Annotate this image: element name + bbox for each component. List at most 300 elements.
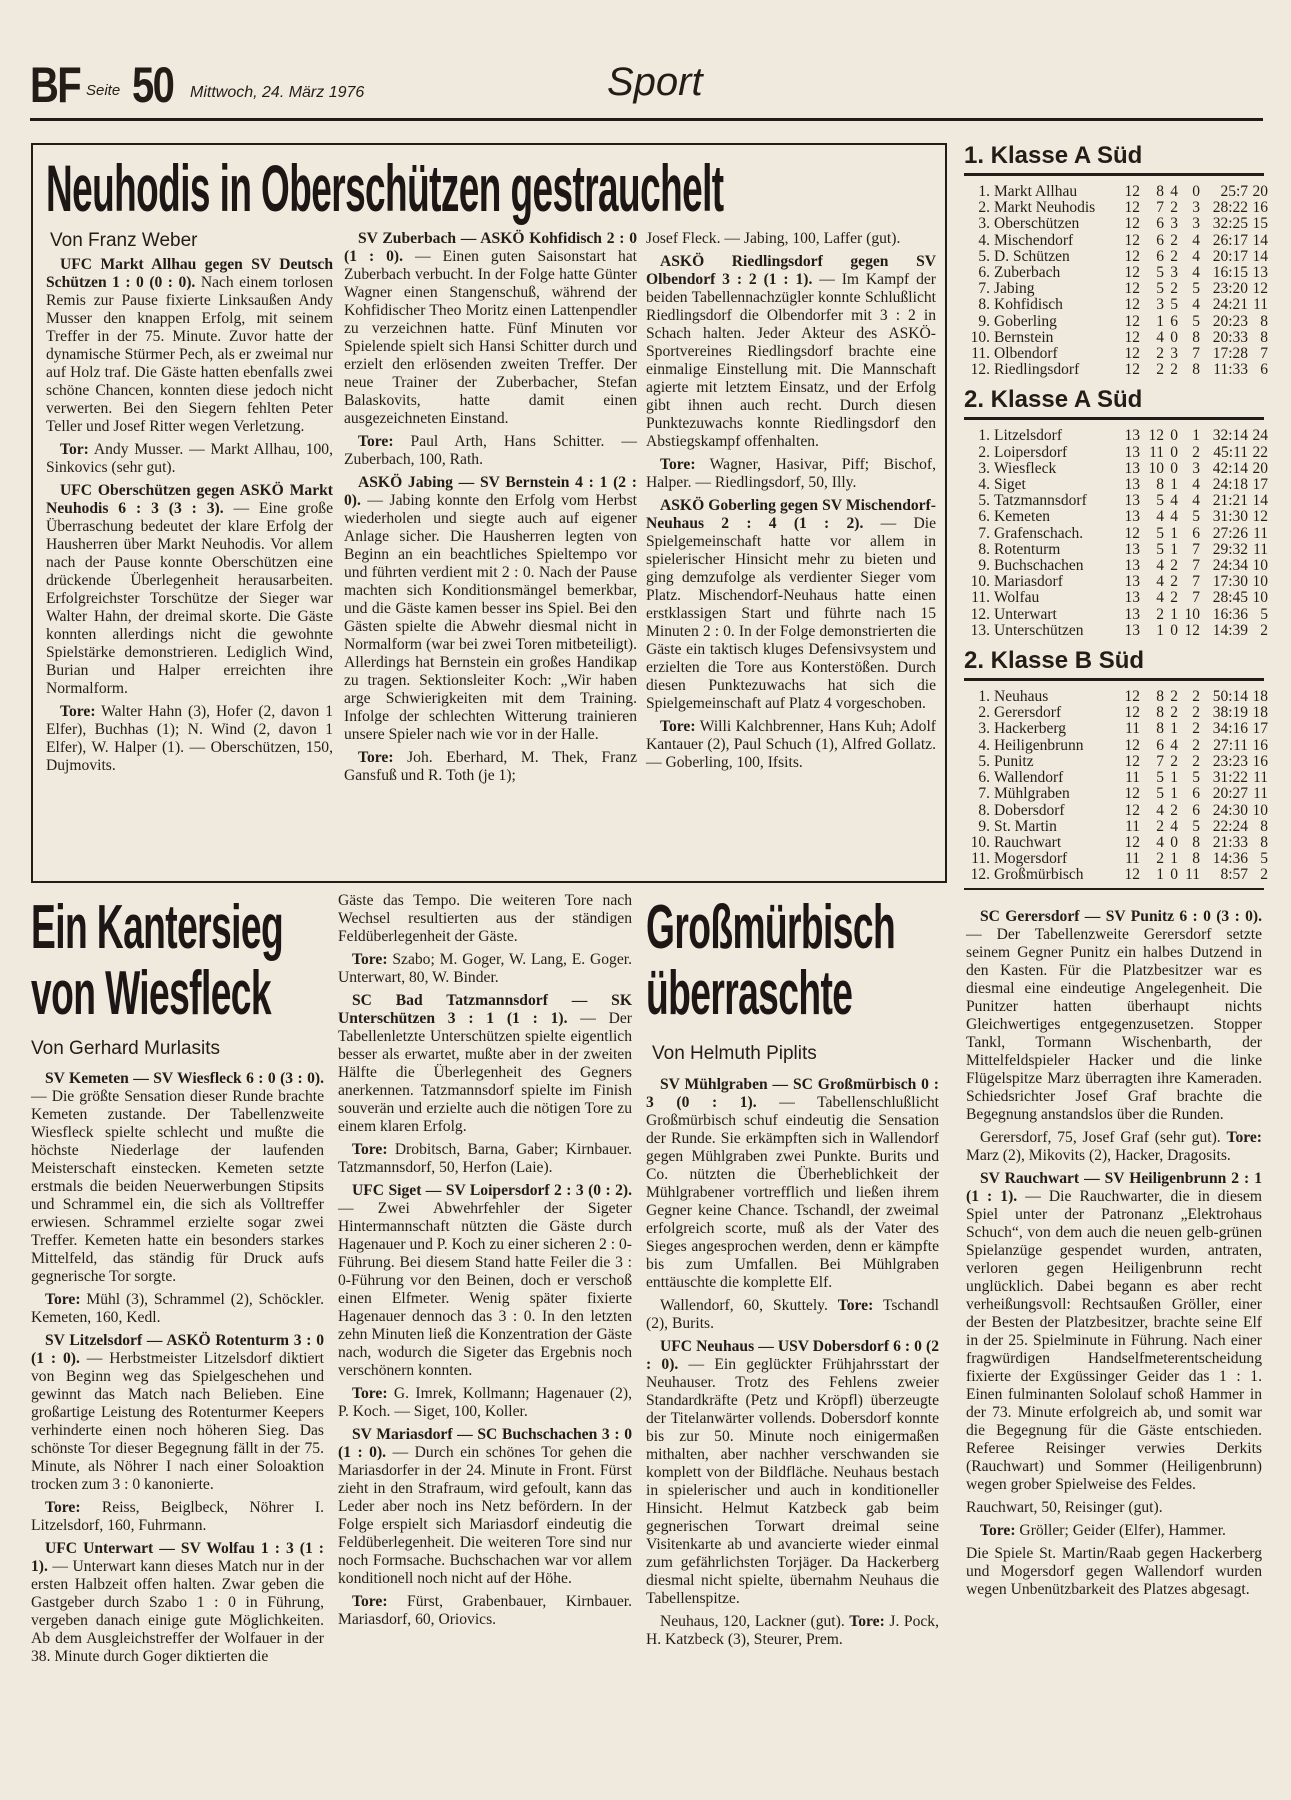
- team-name: D. Schützen: [994, 247, 1070, 265]
- standings-row: [964, 492, 1268, 510]
- standings-row: [964, 476, 1268, 494]
- goals-cell: 42:14: [1212, 459, 1248, 477]
- standings-row: [964, 247, 1268, 265]
- points-cell: 10: [1252, 573, 1268, 591]
- points-cell: 11: [1253, 540, 1268, 558]
- points-cell: 22: [1252, 443, 1268, 461]
- wiesfleck-column-1: [31, 1070, 324, 1671]
- standings-row: [964, 833, 1268, 851]
- draws-cell: 2: [1170, 704, 1178, 722]
- goals-cell: 28:45: [1212, 589, 1248, 607]
- team-name: Kemeten: [994, 508, 1050, 526]
- paragraph-text: Marz (2), Mikovits (2), Hacker, Dragosits.: [966, 1147, 1231, 1164]
- draws-cell: 0: [1170, 621, 1178, 639]
- standings-row: [964, 264, 1268, 282]
- standings-row: [964, 769, 1268, 787]
- match-heading: SV Mühlgraben — SC Großmürbisch 0 : 3 (0 : 1).: [646, 1076, 939, 1111]
- paragraph-text: — Einen guten Saisonstart hat Zuberbach verbucht. In der Folge hatte Günter Wagner einen Stangenschuß, während der Kohfidischer Theo Moritz einen Lattenpendler zu verzeichnen hatte. Fünf Minuten vor Spielende spielt sich Hansi Schitter durch und erzielt den erlösenden zweiten Treffer. Der neue Trainer der Zuberbacher, Stefan Balaskovits, hatte damit einen ausgezeichneten Einstand.: [344, 248, 638, 427]
- losses-cell: 4: [1192, 247, 1200, 265]
- paragraph-text: Reiss, Beiglbeck, Nöhrer I. Litzelsdorf, 160, Fuhrmann.: [31, 1499, 324, 1534]
- points-cell: 14: [1252, 492, 1268, 510]
- team-name: Mariasdorf: [994, 573, 1063, 591]
- goals-cell: 20:23: [1212, 312, 1248, 330]
- points-cell: 6: [1260, 361, 1268, 379]
- standings-title: 1. Klasse A Süd: [964, 142, 1264, 176]
- paragraph-text: Mühl (3), Schrammel (2), Schöckler. Kemeten, 160, Kedl.: [31, 1291, 324, 1326]
- draws-cell: 2: [1170, 361, 1178, 379]
- goals-cell: 21:33: [1212, 833, 1248, 851]
- team-name: Siget: [994, 476, 1026, 494]
- article-paragraph: [966, 1170, 1262, 1494]
- draws-cell: 3: [1170, 264, 1178, 282]
- match-heading: SV Mariasdorf — SC Buchschachen 3 : 0 (1 : 0).: [338, 1426, 632, 1461]
- rank: 12.: [970, 605, 990, 623]
- grossmuerbisch-headline-line-1: Großmürbisch: [646, 893, 896, 962]
- draws-cell: 2: [1170, 199, 1178, 217]
- paragraph-text: Josef Fleck. — Jabing, 100, Laffer (gut).: [646, 230, 901, 247]
- team-name: Rotenturm: [994, 540, 1061, 558]
- losses-cell: 2: [1192, 720, 1200, 738]
- match-heading: Tore:: [352, 951, 388, 968]
- rank: 9.: [978, 312, 990, 330]
- rank: 5.: [978, 752, 990, 770]
- page-label: Seite: [86, 82, 121, 99]
- article-paragraph: [338, 1426, 632, 1588]
- match-heading: SC Bad Tatzmannsdorf — SK Unterschützen 3 : 1 (1 : 1).: [338, 992, 632, 1027]
- points-cell: 13: [1252, 264, 1268, 282]
- points-cell: 10: [1252, 801, 1268, 819]
- wins-cell: 6: [1156, 231, 1164, 249]
- draws-cell: 2: [1170, 557, 1178, 575]
- article-paragraph: [31, 1070, 324, 1286]
- wins-cell: 2: [1156, 605, 1164, 623]
- wins-cell: 6: [1156, 736, 1164, 754]
- article-paragraph: [344, 230, 637, 428]
- draws-cell: 1: [1170, 540, 1178, 558]
- standings-row: [964, 736, 1268, 754]
- rank: 8.: [978, 296, 990, 314]
- losses-cell: 7: [1192, 557, 1200, 575]
- team-cell: [968, 493, 1118, 509]
- goals-cell: 31:30: [1212, 508, 1248, 526]
- match-heading: Tore:: [660, 456, 696, 473]
- goals-cell: 45:11: [1213, 443, 1248, 461]
- paragraph-text: Neuhaus, 120, Lackner (gut).: [660, 1613, 850, 1630]
- standings-row: [964, 621, 1268, 639]
- wins-cell: 10: [1148, 459, 1164, 477]
- losses-cell: 5: [1192, 508, 1200, 526]
- paragraph-text: Joh. Eberhard, M. Thek, Franz Gansfuß und R. Toth (je 1);: [344, 749, 637, 784]
- goals-cell: 23:20: [1212, 280, 1248, 298]
- team-name: Großmürbisch: [994, 866, 1084, 884]
- points-cell: 11: [1253, 785, 1268, 803]
- games-cell: 12: [1124, 231, 1140, 249]
- wins-cell: 5: [1156, 769, 1164, 787]
- losses-cell: 2: [1192, 752, 1200, 770]
- standings-row: [964, 443, 1268, 461]
- games-cell: 13: [1124, 492, 1140, 510]
- losses-cell: 4: [1192, 492, 1200, 510]
- losses-cell: 2: [1192, 704, 1200, 722]
- paragraph-text: Andy Musser. — Markt Allhau, 100, Sinkovics (sehr gut).: [46, 441, 333, 476]
- points-cell: 15: [1252, 215, 1268, 233]
- team-name: Markt Allhau: [994, 183, 1078, 200]
- wins-cell: 8: [1156, 704, 1164, 722]
- paragraph-text: Walter Hahn (3), Hofer (2, davon 1 Elfer), Buchhas (1); N. Wind (2, davon 1 Elfer), W. Halper (1). — Oberschützen, 150, Dujmovits.: [46, 703, 333, 774]
- points-cell: 5: [1260, 605, 1268, 623]
- team-cell: [968, 265, 1118, 281]
- games-cell: 12: [1124, 312, 1140, 330]
- games-cell: 12: [1124, 688, 1140, 706]
- draws-cell: 2: [1170, 573, 1178, 591]
- rank: 11.: [971, 850, 990, 868]
- points-cell: 16: [1252, 752, 1268, 770]
- standings-panel: [964, 142, 1268, 892]
- draws-cell: 1: [1170, 769, 1178, 787]
- match-heading: SV Rauchwart — SV Heiligenbrunn 2 : 1 (1 : 1).: [966, 1170, 1262, 1205]
- paragraph-text: — Durch ein schönes Tor gehen die Mariasdorfer in der 24. Minute in Front. Fürst zieht in den Strafraum, wird gefoult, kann das Leder aber noch ins Netz befördern. In der Folge erspielt sich Mariasdorf eindeutig die Feldüberlegenheit. Die weiteren Tore sind nur noch Formsache. Buchschachen war vor allem konditionell noch nicht auf der Höhe.: [338, 1444, 632, 1587]
- paragraph-text: Tschandl (2), Burits.: [646, 1297, 939, 1332]
- wins-cell: 8: [1156, 720, 1164, 738]
- standings-row: [964, 231, 1268, 249]
- team-name: Loipersdorf: [994, 443, 1068, 461]
- team-cell: [968, 297, 1118, 313]
- rank: 4.: [978, 736, 990, 754]
- rank: 9.: [978, 817, 990, 835]
- team-cell: [968, 835, 1118, 851]
- draws-cell: 5: [1170, 296, 1178, 314]
- paragraph-text: Fürst, Grabenbauer, Kirnbauer. Mariasdorf, 60, Oriovics.: [338, 1593, 632, 1628]
- match-heading: Tore:: [60, 703, 96, 720]
- team-cell: [968, 786, 1118, 802]
- draws-cell: 1: [1170, 785, 1178, 803]
- article-paragraph: [646, 230, 936, 248]
- goals-cell: 32:25: [1212, 215, 1248, 233]
- standings-row: [964, 459, 1268, 477]
- goals-cell: 20:33: [1212, 328, 1248, 346]
- team-name: Zuberbach: [994, 264, 1061, 282]
- losses-cell: 12: [1184, 621, 1200, 639]
- paragraph-text: — Die Rauchwarter, die in diesem Spiel unter der Patronanz „Elektrohaus Schuch“, von dem auch die neuen gelb-grünen Spielanzüge gespendet wurden, antraten, verloren gegen Heiligenbrunn recht unglücklich. Dabei begann es aber recht verheißungsvoll: Rechtsaußen Gröller, einer der Besten der Platzbesitzer, brachte seine Elf in der 25. Spielminute in Führung. Nach einer fragwürdigen Handselfmeterentscheidung fixierte der Exgüssinger Geider das 1 : 1. Einen fulminanten Sololauf schoß Hammer in der 73. Minute erfolgreich ab, und somit war die Begegnung für die Gäste entschieden. Referee Reisinger verwies Derkits (Rauchwart) und Sommer (Heiligenbrunn) wegen grober Spielweise des Feldes.: [966, 1188, 1262, 1493]
- paragraph-text: — Der Tabellenletzte Unterschützen spielte eigentlich besser als erwartet, mußte aber in der zweiten Hälfte die Überlegenheit des Gegners anerkennen. Tatzmannsdorf spielte im Finish souverän und erzielte auch die nötigen Tore zu einem klaren Erfolg.: [338, 1010, 632, 1135]
- team-cell: [968, 184, 1118, 200]
- article-paragraph: [344, 474, 637, 744]
- article-paragraph: [646, 1297, 939, 1333]
- article-paragraph: [31, 1540, 324, 1666]
- top-story-column-2: [344, 230, 637, 790]
- losses-cell: 5: [1192, 817, 1200, 835]
- standings-row: [964, 361, 1268, 379]
- games-cell: 12: [1124, 785, 1140, 803]
- goals-cell: 25:7: [1220, 183, 1248, 200]
- article-paragraph: [338, 1182, 632, 1380]
- team-name: Mogersdorf: [994, 850, 1068, 868]
- losses-cell: 8: [1192, 850, 1200, 868]
- team-cell: [968, 526, 1118, 542]
- wins-cell: 5: [1156, 280, 1164, 298]
- draws-cell: 1: [1170, 605, 1178, 623]
- goals-cell: 50:14: [1212, 688, 1248, 706]
- draws-cell: 1: [1170, 524, 1178, 542]
- team-cell: [968, 851, 1118, 867]
- match-heading: Tore:: [352, 1141, 388, 1158]
- games-cell: 11: [1125, 850, 1140, 868]
- goals-cell: 16:36: [1212, 605, 1248, 623]
- goals-cell: 14:36: [1212, 850, 1248, 868]
- games-cell: 13: [1124, 540, 1140, 558]
- team-cell: [968, 281, 1118, 297]
- standings-row: [964, 850, 1268, 868]
- standings-row: [964, 801, 1268, 819]
- team-name: Wiesfleck: [994, 459, 1057, 477]
- rank: 10.: [970, 833, 990, 851]
- team-name: Mischendorf: [994, 231, 1074, 249]
- goals-cell: 24:21: [1212, 296, 1248, 314]
- team-cell: [968, 477, 1118, 493]
- draws-cell: 2: [1170, 247, 1178, 265]
- standings-row: [964, 573, 1268, 591]
- games-cell: 13: [1124, 573, 1140, 591]
- team-name: Neuhaus: [994, 688, 1049, 706]
- wins-cell: 4: [1156, 589, 1164, 607]
- points-cell: 8: [1260, 817, 1268, 835]
- team-cell: [968, 200, 1118, 216]
- wins-cell: 1: [1156, 866, 1164, 884]
- article-paragraph: [46, 256, 333, 436]
- draws-cell: 0: [1170, 833, 1178, 851]
- article-paragraph: [338, 992, 632, 1136]
- points-cell: 17: [1252, 476, 1268, 494]
- team-name: Punitz: [994, 752, 1034, 770]
- team-cell: [968, 705, 1118, 721]
- issue-date: Mittwoch, 24. März 1976: [190, 84, 365, 101]
- rank: 2.: [978, 199, 990, 217]
- article-paragraph: [646, 456, 936, 492]
- team-name: Dobersdorf: [994, 801, 1065, 819]
- losses-cell: 4: [1192, 296, 1200, 314]
- rank: 7.: [978, 280, 990, 298]
- losses-cell: 8: [1192, 361, 1200, 379]
- points-cell: 20: [1252, 183, 1268, 200]
- draws-cell: 1: [1170, 720, 1178, 738]
- points-cell: 5: [1260, 850, 1268, 868]
- losses-cell: 3: [1192, 215, 1200, 233]
- losses-cell: 7: [1192, 573, 1200, 591]
- points-cell: 16: [1252, 199, 1268, 217]
- article-paragraph: [966, 1129, 1262, 1165]
- goals-cell: 38:19: [1212, 704, 1248, 722]
- rank: 12.: [970, 361, 990, 379]
- team-cell: [968, 233, 1118, 249]
- rank: 3.: [978, 720, 990, 738]
- team-cell: [968, 216, 1118, 232]
- team-cell: [968, 314, 1118, 330]
- article-paragraph: [646, 1076, 939, 1292]
- match-heading: Tore:: [660, 718, 696, 735]
- games-cell: 12: [1124, 801, 1140, 819]
- draws-cell: 0: [1170, 328, 1178, 346]
- standings-row: [964, 557, 1268, 575]
- standings-table: [964, 386, 1268, 639]
- match-heading: ASKÖ Jabing — SV Bernstein 4 : 1 (2 : 0).: [344, 474, 637, 509]
- draws-cell: 2: [1170, 752, 1178, 770]
- rank: 13.: [970, 621, 990, 639]
- points-cell: 18: [1252, 704, 1268, 722]
- article-paragraph: [646, 1613, 939, 1649]
- team-name: Wallendorf: [994, 769, 1064, 787]
- team-name: Tatzmannsdorf: [994, 492, 1087, 510]
- match-heading: Tore:: [45, 1499, 81, 1516]
- team-cell: [968, 721, 1118, 737]
- team-cell: [968, 754, 1118, 770]
- losses-cell: 4: [1192, 231, 1200, 249]
- newspaper-logo: BF: [30, 57, 81, 113]
- match-heading: Tore:: [980, 1522, 1016, 1539]
- games-cell: 12: [1124, 866, 1140, 884]
- top-story-column-1: [46, 256, 333, 780]
- match-heading: ASKÖ Goberling gegen SV Mischendorf-Neuhaus 2 : 4 (1 : 2).: [646, 497, 936, 532]
- section-title: Sport: [607, 60, 703, 104]
- team-cell: [968, 346, 1118, 362]
- page-number: 50: [132, 57, 174, 113]
- article-paragraph: [344, 433, 637, 469]
- games-cell: 12: [1124, 524, 1140, 542]
- games-cell: 13: [1124, 508, 1140, 526]
- team-cell: [968, 803, 1118, 819]
- article-paragraph: [338, 1593, 632, 1629]
- games-cell: 12: [1124, 752, 1140, 770]
- top-story-headline: Neuhodis in Oberschützen gestrauchelt: [46, 151, 724, 225]
- rank: 4.: [978, 476, 990, 494]
- goals-cell: 11:33: [1213, 361, 1248, 379]
- draws-cell: 4: [1170, 183, 1178, 200]
- team-cell: [968, 428, 1118, 444]
- rank: 6.: [978, 508, 990, 526]
- team-cell: [968, 509, 1118, 525]
- standings-row: [964, 280, 1268, 298]
- standings-row: [964, 508, 1268, 526]
- match-heading: UFC Oberschützen gegen ASKÖ Markt Neuhodis 6 : 3 (3 : 3).: [46, 482, 333, 517]
- team-cell: [968, 867, 1118, 883]
- wins-cell: 5: [1156, 540, 1164, 558]
- wins-cell: 1: [1156, 312, 1164, 330]
- goals-cell: 22:24: [1212, 817, 1248, 835]
- masthead-rule: [30, 118, 1263, 121]
- match-heading: SV Kemeten — SV Wiesfleck 6 : 0 (3 : 0).: [45, 1070, 324, 1087]
- wins-cell: 2: [1156, 850, 1164, 868]
- match-heading: SC Gerersdorf — SV Punitz 6 : 0 (3 : 0).: [980, 908, 1262, 925]
- standings-row: [964, 524, 1268, 542]
- standings-row: [964, 328, 1268, 346]
- goals-cell: 32:14: [1212, 427, 1248, 445]
- team-name: Wolfau: [994, 589, 1040, 607]
- goals-cell: 17:28: [1212, 345, 1248, 363]
- wins-cell: 6: [1156, 247, 1164, 265]
- standings-row: [964, 215, 1268, 233]
- paragraph-text: Szabo; M. Goger, W. Lang, E. Goger. Unterwart, 80, W. Binder.: [338, 951, 632, 986]
- team-cell: [968, 249, 1118, 265]
- games-cell: 13: [1124, 459, 1140, 477]
- article-paragraph: [966, 1522, 1262, 1540]
- top-story-column-3: [646, 230, 936, 777]
- standings-table: [964, 142, 1268, 379]
- standings-title: 2. Klasse A Süd: [964, 386, 1264, 420]
- wins-cell: 2: [1156, 817, 1164, 835]
- article-paragraph: [646, 253, 936, 451]
- standings-row: [964, 589, 1268, 607]
- losses-cell: 0: [1192, 183, 1200, 200]
- draws-cell: 2: [1170, 280, 1178, 298]
- team-name: Riedlingsdorf: [994, 361, 1080, 379]
- goals-cell: 27:26: [1212, 524, 1248, 542]
- paragraph-text: J. Pock, H. Katzbeck (3), Steurer, Prem.: [646, 1613, 939, 1648]
- games-cell: 11: [1125, 720, 1140, 738]
- paragraph-text: — Der Tabellenzweite Gerersdorf setzte seinem Gegner Punitz ein halbes Dutzend in den Kasten. Für die Platzbesitzer war es diesmal eine eindeutige Angelegenheit. Die Punitzer hatten überhaupt nichts Gleichwertiges entgegenzusetzen. Stopper Tankl, Tormann Wischenbarth, der Mittelfeldspieler Hacker und die linke Flügelspitze Marz überragten ihre Kameraden. Schiedsrichter Josef Graf brachte die Begegnung anstandslos über die Runden.: [966, 926, 1262, 1123]
- games-cell: 11: [1125, 817, 1140, 835]
- rank: 11.: [971, 345, 990, 363]
- games-cell: 12: [1124, 280, 1140, 298]
- points-cell: 17: [1252, 720, 1268, 738]
- rank: 3.: [978, 215, 990, 233]
- standings-row: [964, 785, 1268, 803]
- match-heading: UFC Unterwart — SV Wolfau 1 : 3 (1 : 1).: [31, 1540, 324, 1575]
- draws-cell: 3: [1170, 215, 1178, 233]
- team-cell: [968, 607, 1118, 623]
- losses-cell: 1: [1192, 427, 1200, 445]
- article-paragraph: [338, 951, 632, 987]
- games-cell: 12: [1124, 736, 1140, 754]
- goals-cell: 20:27: [1212, 785, 1248, 803]
- standings-title: 2. Klasse B Süd: [964, 647, 1264, 681]
- article-paragraph: [344, 749, 637, 785]
- losses-cell: 2: [1192, 688, 1200, 706]
- rank: 6.: [978, 769, 990, 787]
- games-cell: 12: [1124, 247, 1140, 265]
- points-cell: 11: [1253, 769, 1268, 787]
- paragraph-text: Wagner, Hasivar, Piff; Bischof, Halper. — Riedlingsdorf, 50, Illy.: [646, 456, 936, 491]
- wins-cell: 3: [1156, 296, 1164, 314]
- paragraph-text: Gerersdorf, 75, Josef Graf (sehr gut).: [980, 1129, 1227, 1146]
- losses-cell: 11: [1185, 866, 1200, 884]
- paragraph-text: Nach einem torlosen Remis zur Pause fixierte Linksaußen Andy Musser den knappen Erfolg, mit seinem Treffer in der 75. Minute. Zuvor hatte der dynamische Stürmer Pech, als er zweimal nur auf Holz traf. Die Gäste hatten ebenfalls zwei schöne Chancen, konnten diese jedoch nicht verwerten. Bei den Siegern fehlten Peter Teller und Josef Ritter wegen Verletzung.: [46, 274, 333, 435]
- wins-cell: 8: [1156, 688, 1164, 706]
- wiesfleck-byline: Von Gerhard Murlasits: [31, 1038, 221, 1059]
- grossmuerbisch-byline: Von Helmuth Piplits: [652, 1043, 817, 1064]
- games-cell: 13: [1124, 476, 1140, 494]
- losses-cell: 2: [1192, 736, 1200, 754]
- goals-cell: 8:57: [1220, 866, 1248, 884]
- wins-cell: 1: [1156, 621, 1164, 639]
- article-paragraph: [966, 1545, 1262, 1599]
- rank: 8.: [978, 540, 990, 558]
- team-cell: [968, 623, 1118, 639]
- wins-cell: 2: [1156, 345, 1164, 363]
- losses-cell: 8: [1192, 328, 1200, 346]
- paragraph-text: Gäste das Tempo. Die weiteren Tore nach Wechsel resultierten aus der ständigen Feldüberlegenheit der Gäste.: [338, 892, 632, 945]
- team-cell: [968, 445, 1118, 461]
- games-cell: 13: [1124, 589, 1140, 607]
- games-cell: 13: [1124, 605, 1140, 623]
- article-paragraph: [338, 1385, 632, 1421]
- draws-cell: 0: [1170, 459, 1178, 477]
- goals-cell: 24:18: [1212, 476, 1248, 494]
- wins-cell: 4: [1156, 328, 1164, 346]
- draws-cell: 2: [1170, 688, 1178, 706]
- points-cell: 16: [1252, 736, 1268, 754]
- wiesfleck-column-2: [338, 892, 632, 1634]
- paragraph-text: — Die Spielgemeinschaft hatte vor allem in spielerischer Hinsicht mehr zu bieten und ging demzufolge als verdienter Sieger vom Platz. Mischendorf-Neuhaus hatte einen erstklassigen Start und führte nach 15 Minuten 2 : 0. In der Folge demonstrierten die Gäste ein taktisch kluges Defensivsystem und erzielten die Tore aus Konterstößen. Durch diesen Punktezuwachs hat sich die Spielgemeinschaft auf Platz 4 vorgeschoben.: [646, 515, 936, 712]
- goals-cell: 14:39: [1212, 621, 1248, 639]
